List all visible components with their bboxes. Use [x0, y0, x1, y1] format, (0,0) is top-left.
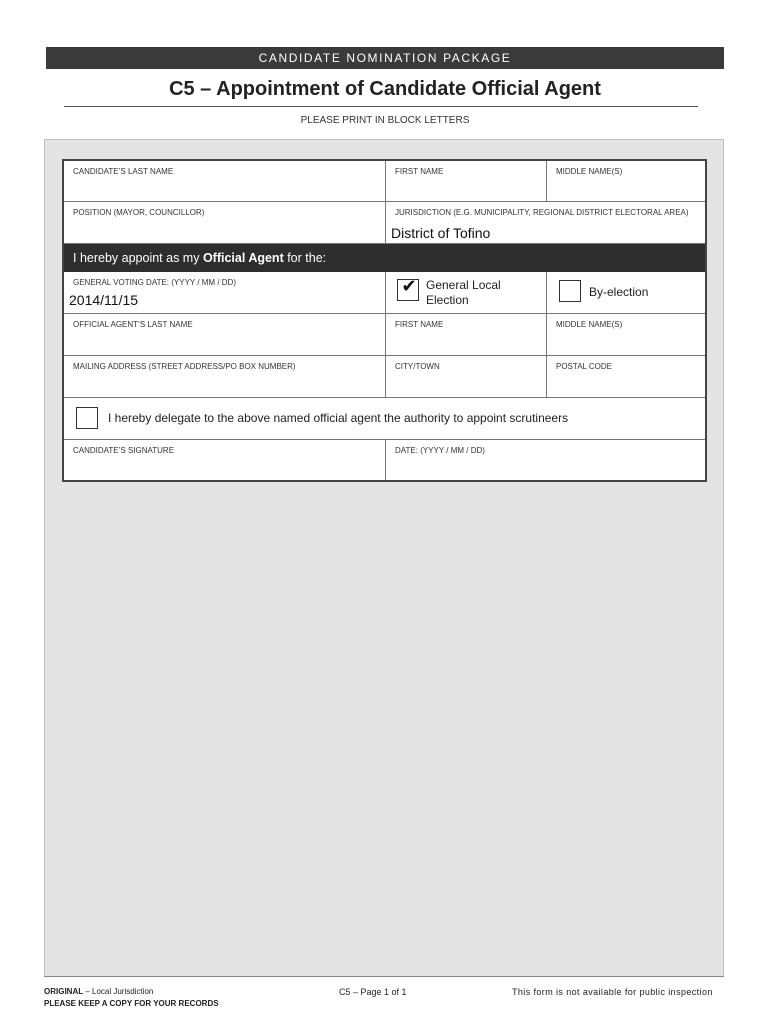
signature-date-field[interactable]	[386, 440, 705, 480]
delegate-checkbox[interactable]	[76, 407, 98, 429]
general-local-checkbox[interactable]	[397, 276, 419, 301]
candidate-first-name-field[interactable]	[386, 161, 547, 202]
candidate-last-name-field[interactable]	[64, 161, 386, 202]
candidate-middle-name-label: MIDDLE NAME(S)	[556, 167, 623, 176]
candidate-first-name-label: FIRST NAME	[395, 167, 444, 176]
footer-divider	[44, 976, 724, 977]
title-divider	[64, 106, 698, 107]
by-election-option	[547, 272, 705, 314]
mailing-address-field[interactable]	[64, 356, 386, 398]
print-instruction: PLEASE PRINT IN BLOCK LETTERS	[300, 115, 470, 126]
agent-first-name-label: FIRST NAME	[395, 320, 444, 329]
footer-original-bold: ORIGINAL	[44, 987, 84, 996]
check-mark-icon: ✔	[401, 276, 417, 297]
footer-original-rest: – Local Jurisdiction	[83, 987, 154, 996]
signature-date-label: DATE: (YYYY / MM / DD)	[395, 446, 485, 455]
appointment-heading-post: for the:	[283, 251, 327, 265]
appointment-heading	[64, 244, 705, 272]
jurisdiction-label: JURISDICTION (E.G. MUNICIPALITY, REGIONAL DISTRICT ELECTORAL AREA)	[395, 208, 689, 217]
jurisdiction-value: District of Tofino	[391, 225, 491, 241]
voting-date-label: GENERAL VOTING DATE: (YYYY / MM / DD)	[73, 278, 236, 287]
candidate-middle-name-field[interactable]	[547, 161, 705, 202]
agent-last-name-label: OFFICIAL AGENT’S LAST NAME	[73, 320, 193, 329]
general-local-label: General Local Election	[426, 278, 501, 307]
agent-middle-name-label: MIDDLE NAME(S)	[556, 320, 623, 329]
general-local-option	[386, 272, 547, 314]
position-field[interactable]	[64, 202, 386, 244]
voting-date-value: 2014/11/15	[69, 292, 139, 308]
postal-code-label: POSTAL CODE	[556, 362, 613, 371]
postal-code-field[interactable]	[547, 356, 705, 398]
candidate-signature-field[interactable]	[64, 440, 386, 480]
footer-page-number: C5 – Page 1 of 1	[339, 987, 407, 997]
mailing-address-label: MAILING ADDRESS (STREET ADDRESS/PO BOX NUMBER)	[73, 362, 296, 371]
delegate-row	[64, 398, 705, 440]
candidate-signature-label: CANDIDATE’S SIGNATURE	[73, 446, 175, 455]
form-title: C5 – Appointment of Candidate Official Agent	[169, 78, 601, 100]
city-label: CITY/TOWN	[395, 362, 440, 371]
voting-date-field[interactable]	[64, 272, 386, 314]
agent-last-name-field[interactable]	[64, 314, 386, 356]
footer-keep-copy: PLEASE KEEP A COPY FOR YOUR RECORDS	[44, 999, 219, 1008]
agent-middle-name-field[interactable]	[547, 314, 705, 356]
appointment-heading-pre: I hereby appoint as my	[73, 251, 203, 265]
agent-first-name-field[interactable]	[386, 314, 547, 356]
delegate-statement: I hereby delegate to the above named official agent the authority to appoint scrutineers	[108, 411, 569, 425]
nomination-form	[62, 159, 707, 482]
footer-availability: This form is not available for public inspection	[512, 987, 713, 997]
appointment-heading-bold: Official Agent	[202, 251, 284, 265]
footer-original-note	[44, 986, 219, 1010]
by-election-label: By-election	[589, 285, 649, 299]
city-field[interactable]	[386, 356, 547, 398]
jurisdiction-field[interactable]	[386, 202, 705, 244]
package-banner: CANDIDATE NOMINATION PACKAGE	[46, 47, 724, 69]
by-election-checkbox[interactable]	[559, 280, 581, 302]
candidate-last-name-label: CANDIDATE’S LAST NAME	[73, 167, 174, 176]
position-label: POSITION (MAYOR, COUNCILLOR)	[73, 208, 205, 217]
